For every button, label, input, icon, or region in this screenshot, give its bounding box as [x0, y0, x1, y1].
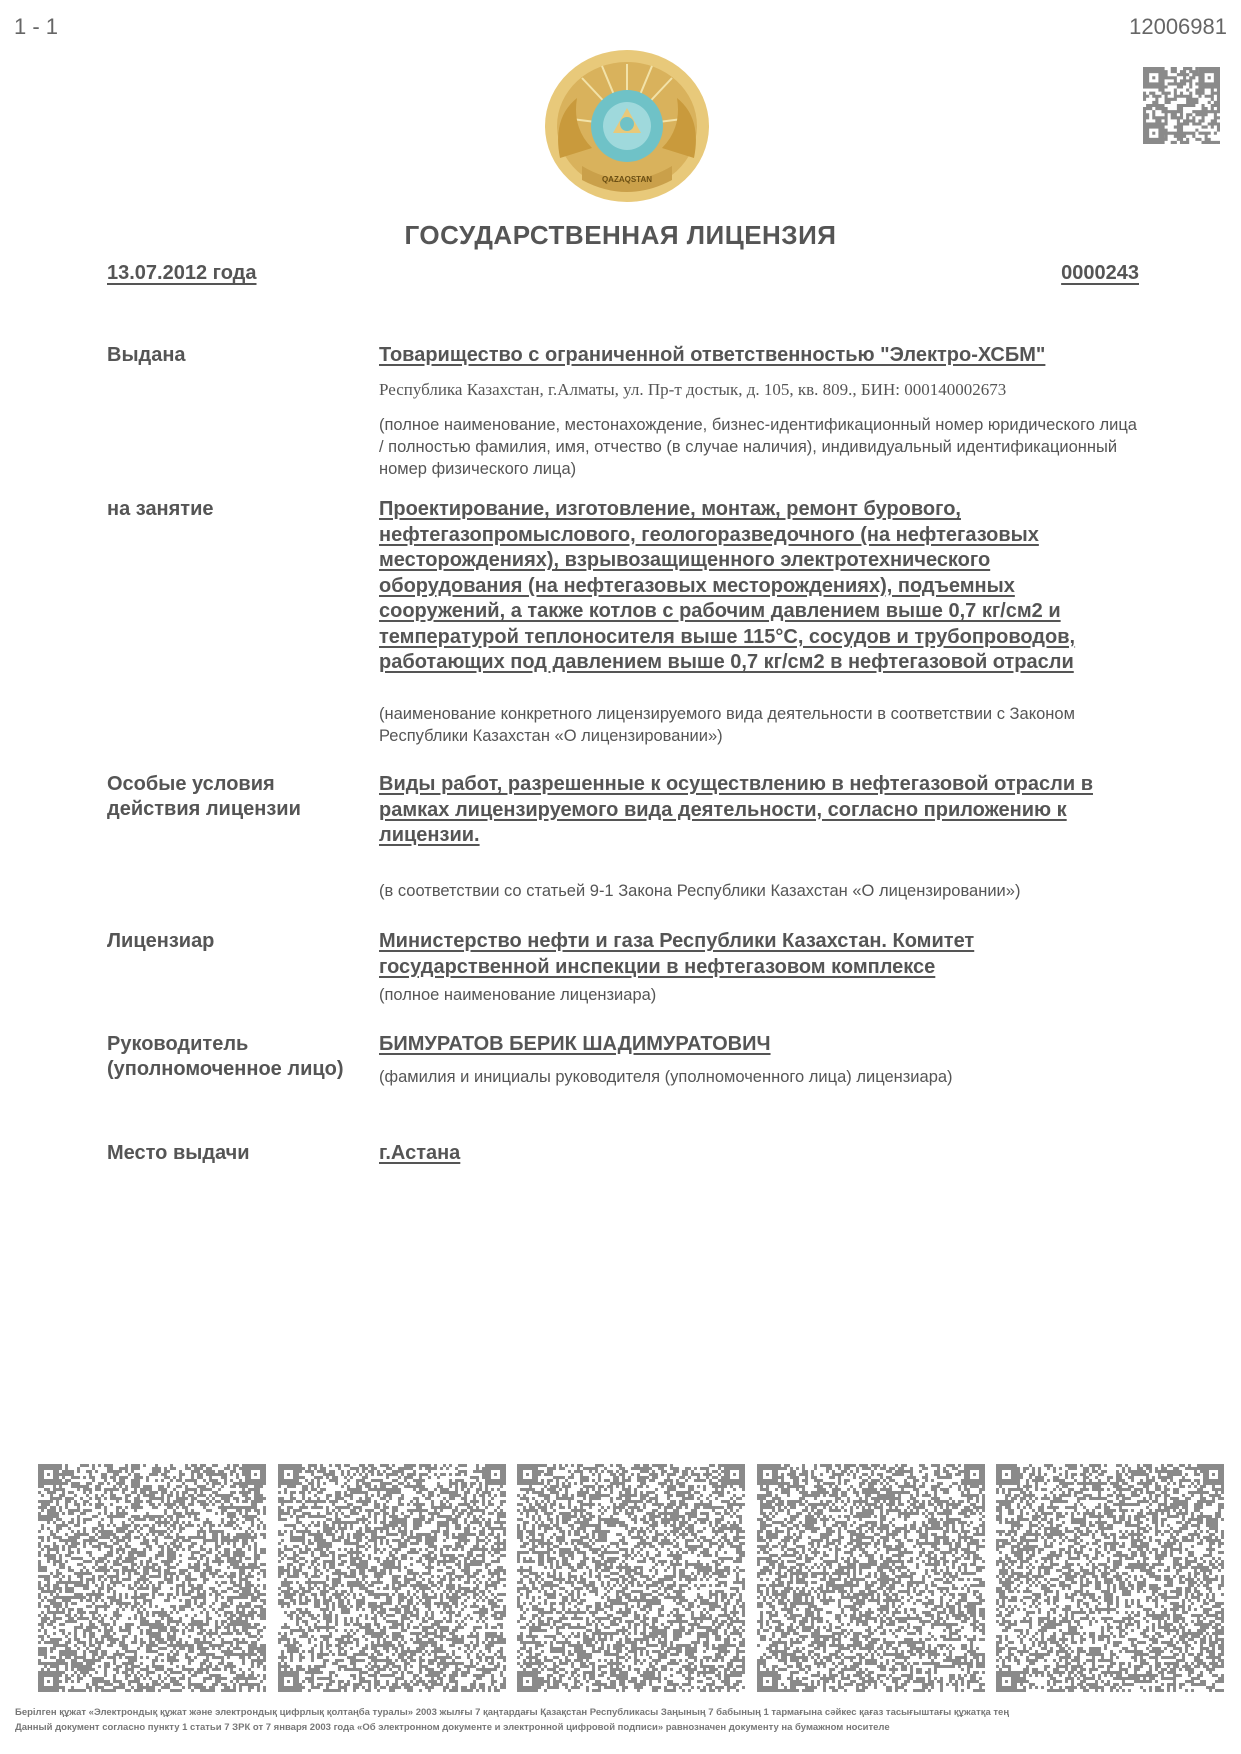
page-indicator: 1 - 1 [14, 14, 59, 39]
qr-code-row [38, 1464, 1224, 1692]
document-number: 12006981 [1129, 14, 1227, 39]
issued-label: Выдана [107, 344, 186, 366]
place-value-text: г.Астана [379, 1142, 461, 1164]
licensor-value-text: Министерство нефти и газа Республики Казахстан. Комитет государственной инспекции в нефтегазовом комплексе [379, 930, 975, 978]
conditions-value [379, 772, 1119, 849]
activity-note: (наименование конкретного лицензируемого вида деятельности в соответствии с Законом Республики Казахстан «О лицензировании») [379, 705, 1075, 745]
qr-code-1-icon [38, 1464, 266, 1692]
activity-value-text: Проектирование, изготовление, монтаж, ремонт бурового, нефтегазопромыслового, геологоразведочного (на нефтегазовых месторождениях), взрывозащищенного электротехнического оборудования (на нефтегазовых месторождениях), подъемных сооружений, а также котлов с рабочим давлением выше 0,7 кг/см2 и температурой теплоносителя выше 115°С, сосудов и трубопроводов, работающих под давлением выше 0,7 кг/см2 в нефтегазовой отрасли [379, 498, 1076, 673]
activity-label: на занятие [107, 498, 214, 520]
licensor-label: Лицензиар [107, 930, 215, 952]
footer-russian: Данный документ согласно пункту 1 статьи 7 ЗРК от 7 января 2003 года «Об электронном документе и электронной цифровой подписи» равнозначен документу на бумажном носителе [15, 1722, 890, 1733]
state-emblem-icon [542, 48, 712, 204]
head-note: (фамилия и инициалы руководителя (уполномоченного лица) лицензиара) [379, 1068, 953, 1086]
head-label [107, 1032, 377, 1082]
licensor-value [379, 929, 1069, 980]
head-label-line2: (уполномоченное лицо) [107, 1058, 344, 1080]
issued-note: (полное наименование, местонахождение, бизнес-идентификационный номер юридического лица / полностью фамилия, имя, отчество (в случае наличия), индивидуальный идентификационный номер физического лица) [379, 416, 1137, 478]
head-label-line1: Руководитель [107, 1033, 249, 1055]
conditions-label [107, 772, 377, 822]
head-value [379, 1032, 1139, 1058]
activity-value [379, 497, 1129, 676]
issued-value [379, 343, 1139, 369]
qr-code-3-icon [517, 1464, 745, 1692]
head-value-text: БИМУРАТОВ БЕРИК ШАДИМУРАТОВИЧ [379, 1033, 771, 1055]
place-label: Место выдачи [107, 1142, 250, 1164]
qr-code-2-icon [278, 1464, 506, 1692]
emblem-lettering: QAZAQSTAN [601, 175, 653, 184]
conditions-label-line1: Особые условия [107, 773, 275, 795]
qr-code-small-icon [1143, 67, 1220, 146]
issued-address: Республика Казахстан, г.Алматы, ул. Пр-т достык, д. 105, кв. 809., БИН: 000140002673 [379, 380, 1007, 399]
qr-code-4-icon [757, 1464, 985, 1692]
qr-code-5-icon [996, 1464, 1224, 1692]
place-value [379, 1141, 1139, 1167]
license-number: 0000243 [1061, 262, 1139, 284]
page-title: ГОСУДАРСТВЕННАЯ ЛИЦЕНЗИЯ [404, 220, 837, 250]
license-date: 13.07.2012 года [107, 262, 257, 284]
footer-kazakh: Берілген құжат «Электрондық құжат және электрондық цифрлық қолтаңба туралы» 2003 жылғы 7 қаңтардағы Қазақстан Республикасы Заңының 7 бабының 1 тармағына сәйкес қағаз тасығыштағы құжатқа тең [15, 1707, 1010, 1718]
conditions-note: (в соответствии со статьей 9-1 Закона Республики Казахстан «О лицензировании») [379, 882, 1021, 900]
conditions-value-text: Виды работ, разрешенные к осуществлению в нефтегазовой отрасли в рамках лицензируемого вида деятельности, согласно приложению к лицензии. [379, 773, 1093, 846]
licensor-note: (полное наименование лицензиара) [379, 986, 657, 1004]
conditions-label-line2: действия лицензии [107, 798, 301, 820]
issued-value-text: Товарищество с ограниченной ответственностью "Электро-ХСБМ" [379, 344, 1046, 366]
